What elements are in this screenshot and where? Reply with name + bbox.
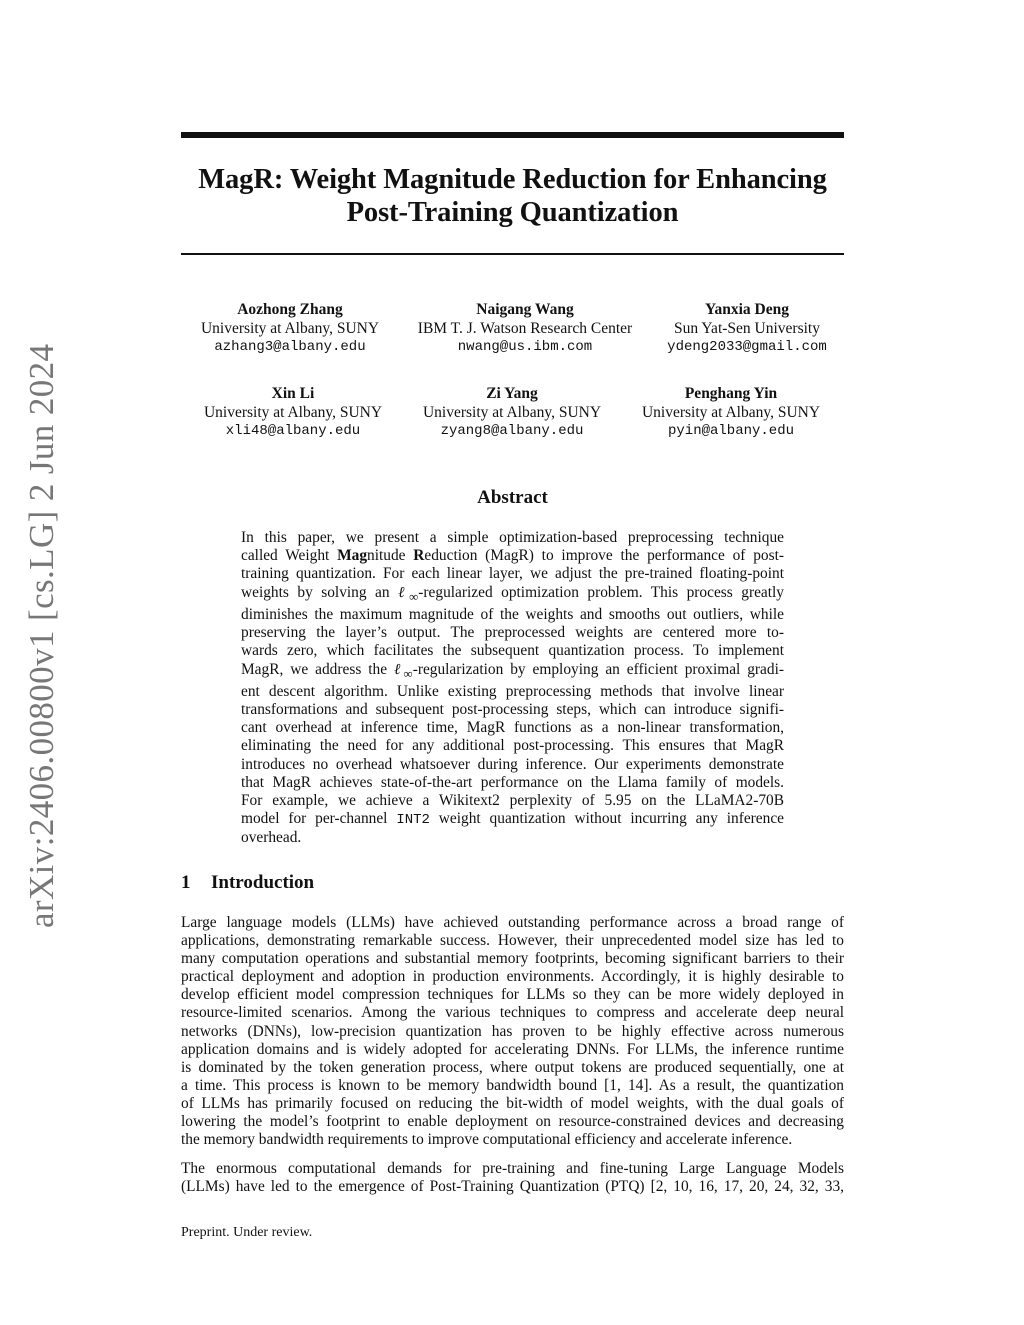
author-affiliation: Sun Yat-Sen University bbox=[674, 319, 820, 337]
title-line: Post-Training Quantization bbox=[346, 197, 679, 228]
author-name: Aozhong Zhang bbox=[237, 301, 343, 318]
title-bottom-rule bbox=[181, 253, 844, 255]
body-line: many computation operations and substantial memory footprints, becoming significant barriers to their bbox=[181, 950, 844, 968]
paper-title bbox=[181, 163, 844, 229]
abstract-line: diminishes the maximum magnitude of the weights and smooths out outliers, while bbox=[241, 605, 784, 623]
abstract-line: that MagR achieves state-of-the-art performance on the Llama family of models. bbox=[241, 773, 784, 791]
author-email[interactable]: pyin@albany.edu bbox=[667, 423, 795, 439]
title-top-rule bbox=[181, 132, 844, 138]
body-line: The enormous computational demands for pre-training and fine-tuning Large Language Models bbox=[181, 1160, 844, 1177]
abstract-line: In this paper, we present a simple optimization-based preprocessing technique bbox=[241, 529, 784, 546]
abstract-heading: Abstract bbox=[477, 487, 548, 508]
author-name: Xin Li bbox=[271, 385, 315, 402]
author-affiliation: University at Albany, SUNY bbox=[641, 403, 821, 421]
arxiv-stamp: arXiv:2406.00800v1 [cs.LG] 2 Jun 2024 bbox=[22, 343, 61, 928]
abstract-line: ent descent algorithm. Unlike existing preprocessing methods that involve linear bbox=[241, 682, 784, 700]
author-affiliation: University at Albany, SUNY bbox=[422, 403, 602, 421]
page-footer: Preprint. Under review. bbox=[181, 1225, 313, 1240]
abstract-line: transformations and subsequent post-processing steps, which can introduce signifi- bbox=[241, 700, 784, 718]
author-affiliation: IBM T. J. Watson Research Center bbox=[417, 319, 633, 337]
abstract-line: cant overhead at inference time, MagR functions as a non-linear transformation, bbox=[241, 719, 784, 737]
body-line: of LLMs has primarily focused on reducing the bit-width of model weights, with the dual goals of bbox=[181, 1094, 844, 1112]
body-line: is dominated by the token generation process, where output tokens are produced sequentially, one at bbox=[181, 1058, 844, 1076]
body-line: practical deployment and adoption in production environments. Accordingly, it is highly desirable to bbox=[181, 968, 844, 986]
author-affiliation: University at Albany, SUNY bbox=[200, 319, 380, 337]
abstract-line: preserving the layer’s output. The preprocessed weights are centered more to- bbox=[241, 624, 784, 642]
body-line: application domains and is widely adopted for accelerating DNNs. For LLMs, the inference runtime bbox=[181, 1040, 844, 1058]
author-block bbox=[392, 385, 632, 441]
author-name: Naigang Wang bbox=[476, 301, 574, 318]
author-block bbox=[611, 385, 851, 441]
author-email[interactable]: xli48@albany.edu bbox=[225, 423, 361, 439]
author-block bbox=[405, 301, 645, 357]
abstract-line: training quantization. For each linear layer, we adjust the pre-trained floating-point bbox=[241, 565, 784, 583]
abstract-line: called Weight Magnitude Reduction (MagR) to improve the performance of post- bbox=[241, 547, 784, 565]
author-email[interactable]: nwang@us.ibm.com bbox=[457, 339, 593, 355]
section-number: 1 bbox=[181, 872, 191, 893]
intro-paragraph-2 bbox=[181, 1160, 844, 1196]
abstract-line: For example, we achieve a Wikitext2 perplexity of 5.95 on the LLaMA2-70B bbox=[241, 792, 784, 809]
section-title: Introduction bbox=[211, 872, 315, 893]
author-affiliation: University at Albany, SUNY bbox=[203, 403, 383, 421]
body-line: lowering the model’s footprint to enable deployment on resource-constrained devices and decreasing bbox=[181, 1113, 844, 1131]
author-name: Penghang Yin bbox=[684, 385, 778, 402]
author-email[interactable]: ydeng2033@gmail.com bbox=[667, 339, 827, 355]
abstract-line: wards zero, which facilitates the subsequent quantization process. To implement bbox=[241, 642, 784, 660]
abstract-line: eliminating the need for any additional post-processing. This ensures that MagR bbox=[241, 737, 784, 755]
title-line: MagR: Weight Magnitude Reduction for Enhancing bbox=[198, 164, 827, 195]
abstract-line: model for per-channel INT2 weight quantization without incurring any inference bbox=[241, 810, 784, 829]
abstract-line: introduces no overhead whatsoever during inference. Our experiments demonstrate bbox=[241, 755, 784, 773]
author-block bbox=[170, 301, 410, 357]
body-line: develop efficient model compression techniques for LLMs so they can be more widely deployed in bbox=[181, 986, 844, 1004]
body-line: applications, demonstrating remarkable success. However, their unprecedented model size has led to bbox=[181, 932, 844, 950]
author-block bbox=[173, 385, 413, 441]
body-line: the memory bandwidth requirements to improve computational efficiency and accelerate inference. bbox=[181, 1131, 793, 1149]
abstract-text bbox=[241, 529, 784, 848]
body-line: Large language models (LLMs) have achieved outstanding performance across a broad range of bbox=[181, 914, 844, 931]
body-line: (LLMs) have led to the emergence of Post-Training Quantization (PTQ) [2, 10, 16, 17, 20, 24, 32, 33, bbox=[181, 1178, 844, 1196]
body-line: networks (DNNs), low-precision quantization has proven to be highly effective across numerous bbox=[181, 1022, 844, 1040]
section-heading bbox=[181, 872, 314, 894]
body-line: resource-limited scenarios. Among the various techniques to compress and accelerate deep neural bbox=[181, 1004, 844, 1022]
body-line: a time. This process is known to be memory bandwidth bound [1, 14]. As a result, the quantization bbox=[181, 1076, 844, 1094]
author-name: Zi Yang bbox=[486, 385, 538, 402]
author-email[interactable]: zyang8@albany.edu bbox=[440, 423, 584, 439]
abstract-line: overhead. bbox=[241, 829, 302, 847]
abstract-line: weights by solving an ℓ$_\infty$-regularized optimization problem. This process greatly bbox=[241, 583, 784, 604]
intro-paragraph-1 bbox=[181, 914, 844, 1149]
author-block bbox=[627, 301, 867, 357]
author-name: Yanxia Deng bbox=[705, 301, 789, 318]
author-email[interactable]: azhang3@albany.edu bbox=[214, 339, 366, 355]
abstract-line: MagR, we address the ℓ$_\infty$-regularization by employing an efficient proximal gradi- bbox=[241, 660, 784, 681]
